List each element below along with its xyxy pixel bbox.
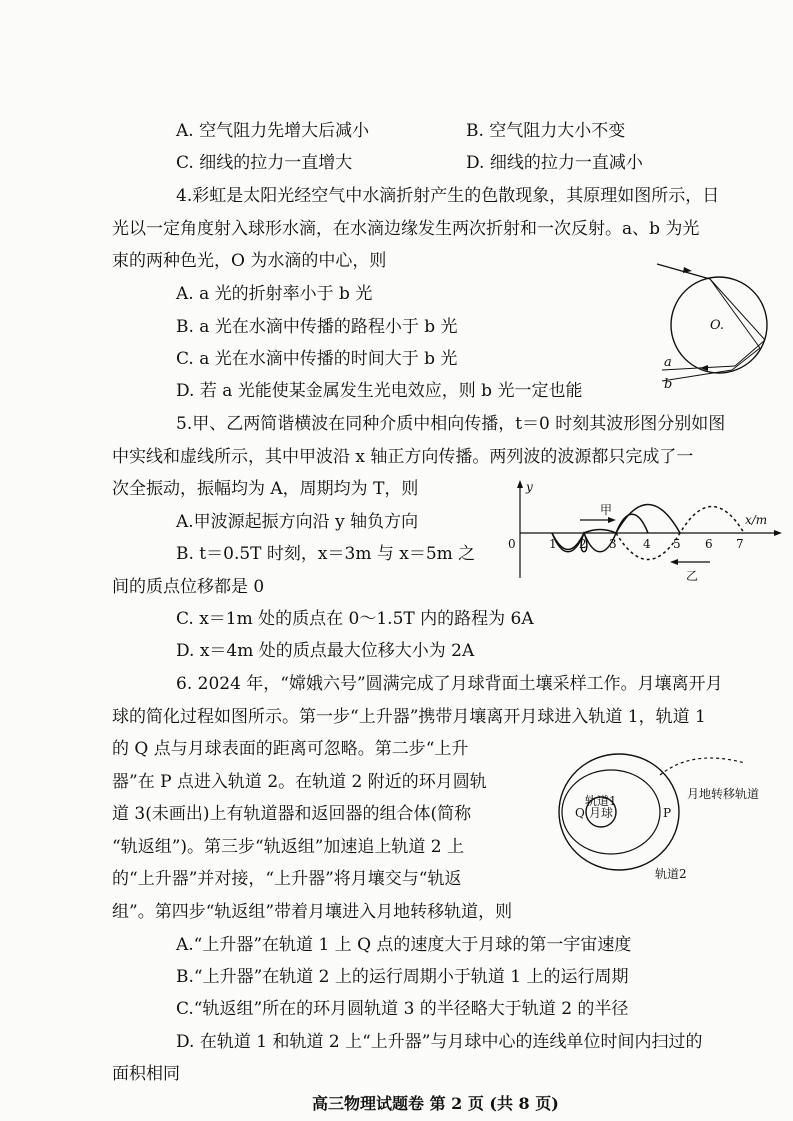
- tick-2: 2: [579, 537, 587, 551]
- q5-stem-line-2: 中实线和虚线所示，其中甲波沿 x 轴正方向传播。两列波的波源都只完成了一: [112, 447, 694, 467]
- q5-option-b-line-2: 间的质点位移都是 0: [112, 577, 265, 597]
- tick-6: 6: [705, 537, 713, 551]
- q6-option-d-line-1: D. 在轨道 1 和轨道 2 上“上升器”与月球中心的连线单位时间内扫过的: [176, 1032, 703, 1052]
- center-o-label: O.: [710, 318, 725, 333]
- origin-label: 0: [508, 537, 516, 551]
- ray-b-label: b: [664, 377, 673, 392]
- q6-stem-line-3: 的 Q 点与月球表面的距离可忽略。第二步“上升: [112, 739, 469, 759]
- tick-4: 4: [643, 537, 651, 551]
- wave-jia-label: 甲: [600, 503, 613, 517]
- raindrop-figure: [640, 262, 775, 397]
- q6-stem-line-6: “轨返组”)。第三步“轨返组”加速追上轨道 2 上: [112, 837, 465, 857]
- page-footer: 高三物理试题卷 第 2 页 (共 8 页): [312, 1094, 559, 1113]
- q4-stem-line-2: 光以一定角度射入球形水滴，在水滴边缘发生两次折射和一次反射。a、b 为光: [112, 219, 700, 239]
- transfer-orbit-label: 月地转移轨道: [687, 787, 760, 801]
- transfer-orbit-path: [660, 758, 745, 775]
- x-axis-label: x/m: [745, 513, 768, 527]
- q5-option-d: D. x＝4m 处的质点最大位移大小为 2A: [176, 641, 475, 661]
- x-axis-arrow: [774, 530, 782, 536]
- wave-yi-label: 乙: [686, 569, 699, 583]
- tick-1: 1: [549, 537, 557, 551]
- ray-a-label: a: [664, 355, 672, 370]
- exit-ray-a: [662, 366, 735, 370]
- tick-3: 3: [609, 537, 617, 551]
- y-axis-arrow: [517, 480, 523, 488]
- point-q-label: Q: [575, 806, 585, 820]
- q3-option-a: A. 空气阻力先增大后减小: [176, 121, 370, 141]
- q6-option-d-line-2: 面积相同: [112, 1064, 180, 1084]
- q5-option-b-line-1: B. t＝0.5T 时刻，x＝3m 与 x＝5m 之: [176, 544, 476, 564]
- q6-stem-line-7: 的“上升器”并对接，“上升器”将月壤交与“轨返: [112, 869, 462, 889]
- q4-option-a: A. a 光的折射率小于 b 光: [176, 284, 373, 304]
- tick-5: 5: [673, 537, 681, 551]
- q5-stem-line-1: 5.甲、乙两简谐横波在同种介质中相向传播，t＝0 时刻其波形图分别如图: [176, 414, 726, 434]
- q5-option-a: A.甲波源起振方向沿 y 轴负方向: [176, 512, 419, 532]
- orbit-2-label: 轨道2: [655, 867, 687, 881]
- q4-stem-line-1: 4.彩虹是太阳光经空气中水滴折射产生的色散现象，其原理如图所示，日: [176, 186, 720, 206]
- q6-stem-line-5: 道 3(未画出)上有轨道器和返回器的组合体(简称: [112, 804, 472, 824]
- q6-stem-line-4: 器”在 P 点进入轨道 2。在轨道 2 附近的环月圆轨: [112, 772, 487, 792]
- q4-stem-line-3: 束的两种色光，O 为水滴的中心，则: [112, 251, 387, 271]
- reflected-ray-b: [732, 348, 760, 370]
- q5-option-c: C. x＝1m 处的质点在 0～1.5T 内的路程为 6A: [176, 609, 534, 629]
- jia-direction-arrow-head: [608, 517, 616, 523]
- q6-option-a: A.“上升器”在轨道 1 上 Q 点的速度大于月球的第一宇宙速度: [176, 935, 632, 955]
- exit-ray-b: [662, 370, 732, 381]
- tick-7: 7: [736, 537, 744, 551]
- q4-option-b: B. a 光在水滴中传播的路程小于 b 光: [176, 317, 458, 337]
- q6-stem-line-1: 6. 2024 年，“嫦娥六号”圆满完成了月球背面土壤采样工作。月壤离开月: [176, 674, 723, 694]
- q3-option-d: D. 细线的拉力一直减小: [466, 153, 643, 173]
- q6-option-c: C.“轨返组”所在的环月圆轨道 3 的半径略大于轨道 2 的半径: [176, 999, 629, 1019]
- q3-option-b: B. 空气阻力大小不变: [466, 121, 626, 141]
- q5-stem-line-3: 次全振动，振幅均为 A，周期均为 T，则: [112, 479, 419, 499]
- wave-jia-crest: [616, 505, 680, 534]
- orbit-1-label: 轨道1: [585, 794, 617, 808]
- moon-label: 月球: [589, 806, 614, 820]
- point-p-label: P: [663, 806, 672, 820]
- q4-option-d: D. 若 a 光能使某金属发生光电效应，则 b 光一定也能: [176, 381, 583, 401]
- q6-stem-line-2: 球的简化过程如图所示。第一步“上升器”携带月壤离开月球进入轨道 1，轨道 1: [112, 707, 706, 727]
- y-axis-label: y: [526, 480, 533, 494]
- refracted-ray-b: [710, 279, 760, 348]
- q6-stem-line-8: 组”。第四步“轨返组”带着月壤进入月地转移轨道，则: [112, 902, 513, 922]
- orbit-figure: [555, 735, 785, 885]
- yi-direction-arrow-head: [670, 559, 678, 565]
- q3-option-c: C. 细线的拉力一直增大: [176, 153, 353, 173]
- q6-option-b: B.“上升器”在轨道 2 上的运行周期小于轨道 1 上的运行周期: [176, 967, 629, 987]
- q4-option-c: C. a 光在水滴中传播的时间大于 b 光: [176, 349, 458, 369]
- wave-figure: [500, 478, 790, 588]
